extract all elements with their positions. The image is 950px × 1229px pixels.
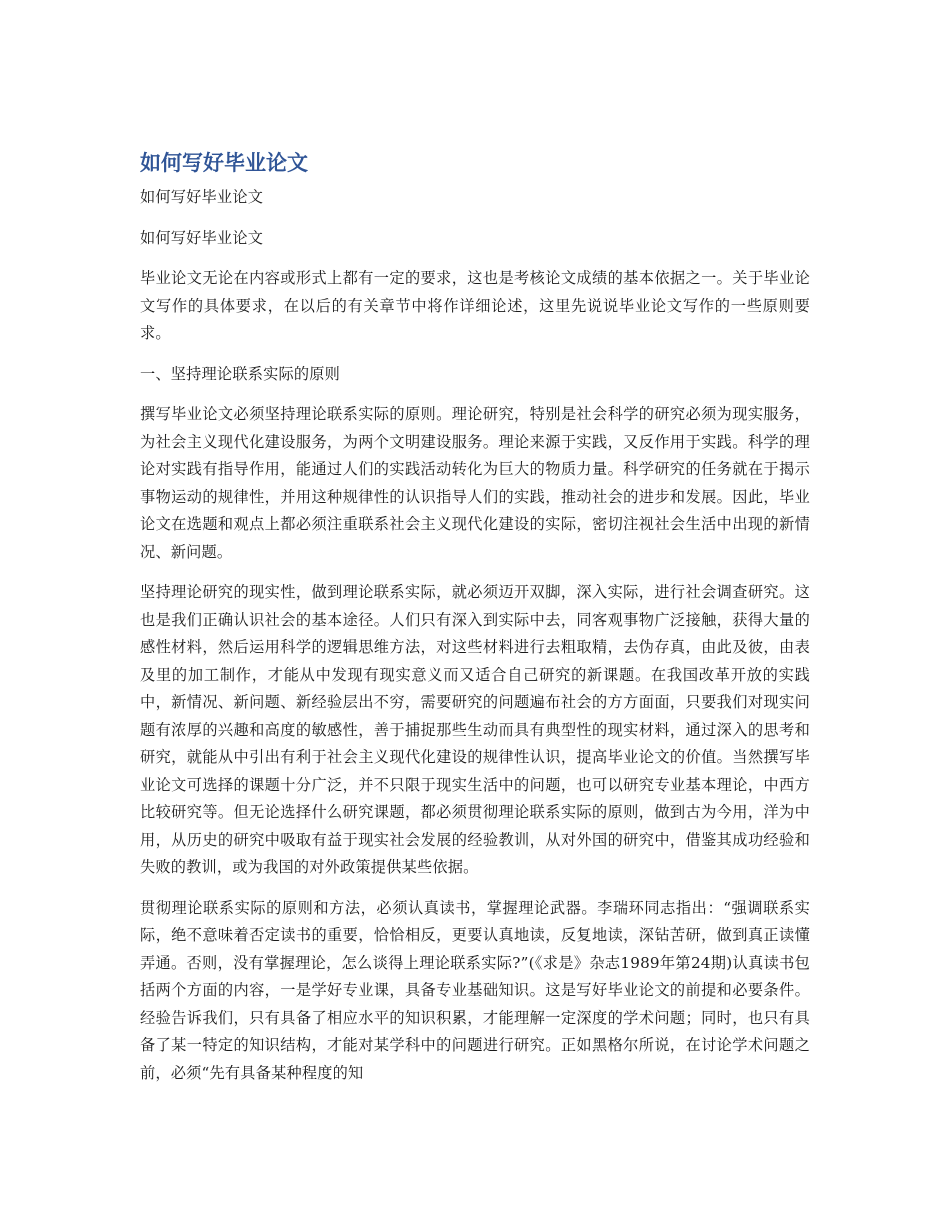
document-body — [140, 148, 810, 1100]
paragraph-intro: 毕业论文无论在内容或形式上都有一定的要求，这也是考核论文成绩的基本依据之一。关于毕业论文写作的具体要求，在以后的有关章节中将作详细论述，这里先说说毕业论文写作的一些原则要求。 — [140, 269, 810, 342]
paragraph-practice: 坚持理论研究的现实性，做到理论联系实际，就必须迈开双脚，深入实际，进行社会调查研究。这也是我们正确认识社会的基本途径。人们只有深入到实际中去，同客观事物广泛接触，获得大量的感性材料，然后运用科学的逻辑思维方法，对这些材料进行去粗取精，去伪存真，由此及彼，由表及里的加工制作，才能从中发现有现实意义而又适合自己研究的新课题。在我国改革开放的实践中，新情况、新问题、新经验层出不穷，需要研究的问题遍布社会的方方面面，只要我们对现实问题有浓厚的兴趣和高度的敏感性，善于捕捉那些生动而具有典型性的现实材料，通过深入的思考和研究，就能从中引出有利于社会主义现代化建设的规律性认识，提高毕业论文的价值。当然撰写毕业论文可选择的课题十分广泛，并不只限于现实生活中的问题，也可以研究专业基本理论，中西方比较研究等。但无论选择什么研究课题，都必须贯彻理论联系实际的原则，做到古为今用，洋为中用，从历史的研究中吸取有益于现实社会发展的经验教训，从对外国的研究中，借鉴其成功经验和失败的教训，或为我国的对外政策提供某些依据。 — [140, 583, 810, 876]
section-heading: 一、坚持理论联系实际的原则 — [140, 364, 341, 383]
document-title: 如何写好毕业论文 — [140, 151, 308, 175]
paragraph-reading: 贯彻理论联系实际的原则和方法，必须认真读书，掌握理论武器。李瑞环同志指出：“强调联系实际，绝不意味着否定读书的重要，恰恰相反，更要认真地读，反复地读，深钻苦研，做到真正读懂弄通。否则，没有掌握理论，怎么谈得上理论联系实际?”(《求是》杂志1989年第24期)认真读书包括两个方面的内容，一是学好专业课，具备专业基础知识。这是写好毕业论文的前提和必要条件。经验告诉我们，只有具备了相应水平的知识积累，才能理解一定深度的学术问题；同时，也只有具备了某一特定的知识结构，才能对某学科中的问题进行研究。正如黑格尔所说，在讨论学术问题之前，必须“先有具备某种程度的知 — [140, 898, 810, 1082]
repeat-title: 如何写好毕业论文 — [140, 228, 264, 247]
paragraph-theory: 撰写毕业论文必须坚持理论联系实际的原则。理论研究，特别是社会科学的研究必须为现实服务，为社会主义现代化建设服务，为两个文明建设服务。理论来源于实践，又反作用于实践。科学的理论对实践有指导作用，能通过人们的实践活动转化为巨大的物质力量。科学研究的任务就在于揭示事物运动的规律性，并用这种规律性的认识指导人们的实践，推动社会的进步和发展。因此，毕业论文在选题和观点上都必须注重联系社会主义现代化建设的实际，密切注视社会生活中出现的新情况、新问题。 — [140, 405, 810, 561]
document-subtitle: 如何写好毕业论文 — [140, 188, 264, 206]
